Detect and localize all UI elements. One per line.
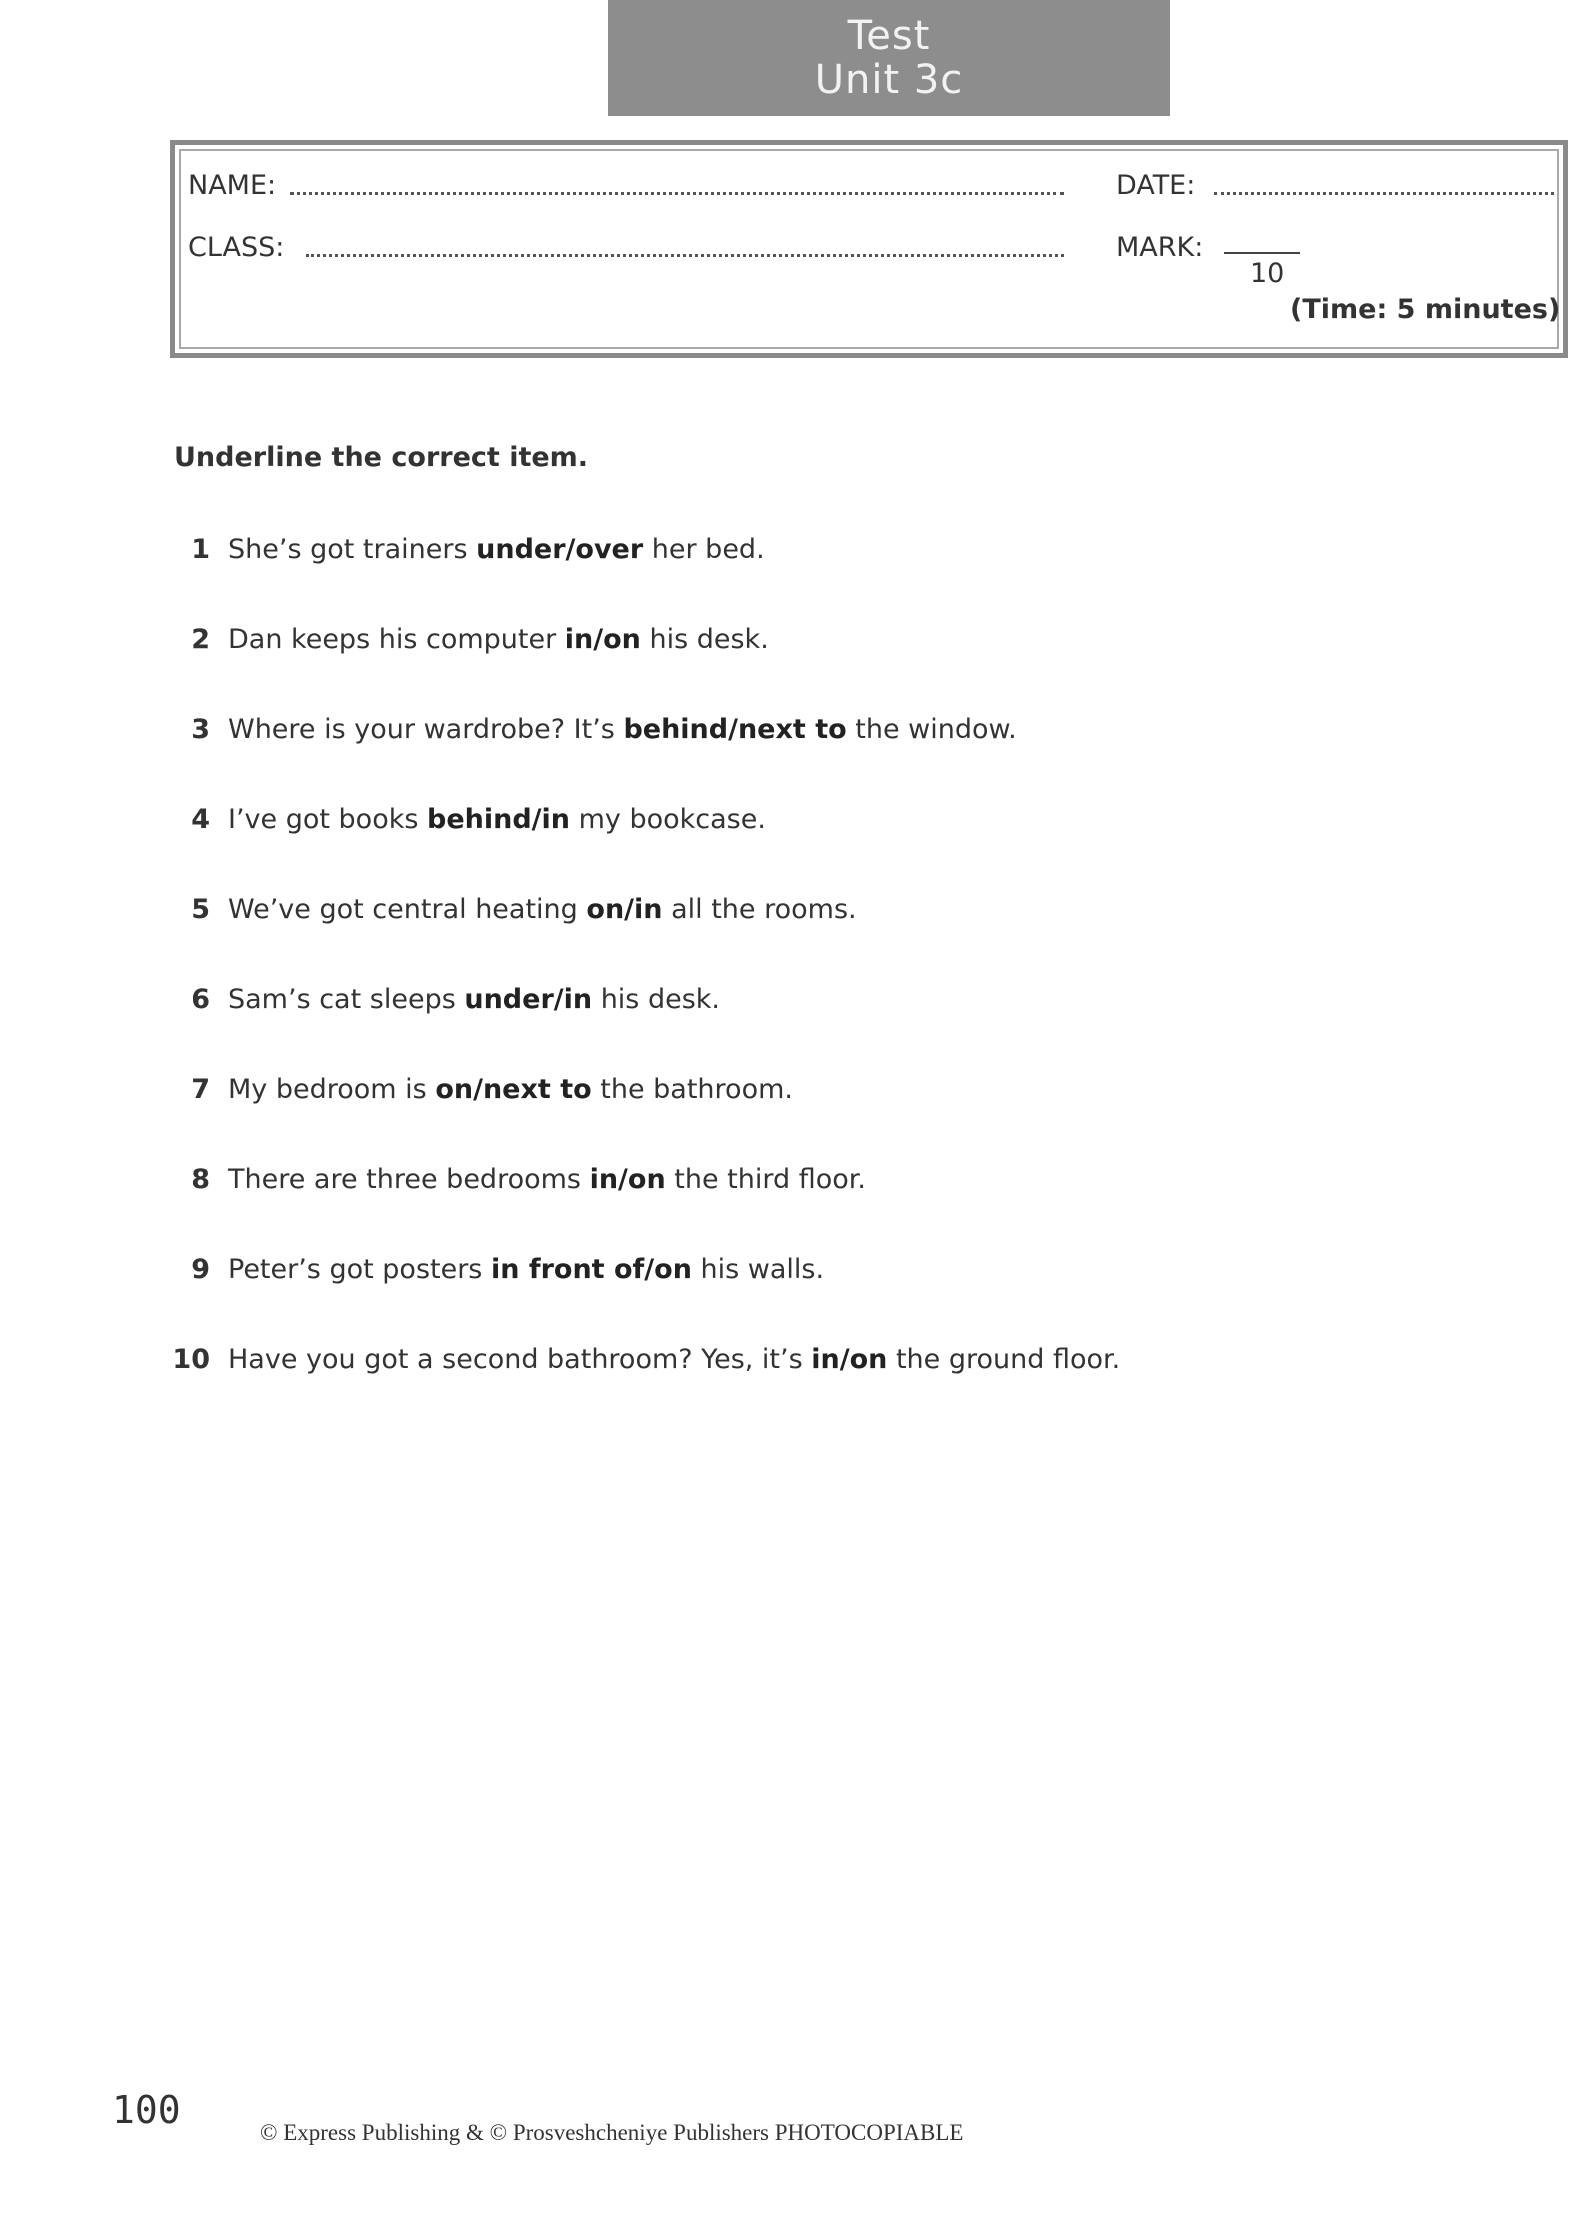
item-text-after: all the rooms. <box>662 894 857 925</box>
item-text-after: her bed. <box>643 534 765 565</box>
test-title-banner <box>608 0 1170 116</box>
item-text-after: the window. <box>846 714 1017 745</box>
item-choice[interactable]: behind/next to <box>623 714 847 745</box>
item-choice[interactable]: on/next to <box>435 1074 592 1105</box>
item-choice[interactable]: behind/in <box>427 804 571 835</box>
exercise-item <box>172 714 1017 745</box>
exercise-item <box>172 804 766 835</box>
item-text-after: his walls. <box>691 1254 825 1285</box>
item-number: 4 <box>191 804 210 835</box>
exercise-item <box>172 1074 793 1105</box>
item-number: 2 <box>191 624 210 655</box>
item-text-before: Have you got a second bathroom? Yes, it’s <box>228 1344 812 1375</box>
item-text-before: My bedroom is <box>228 1074 436 1105</box>
item-choice[interactable]: in/on <box>811 1344 888 1375</box>
item-number: 1 <box>191 534 210 565</box>
exercise-item <box>172 1164 866 1195</box>
date-field[interactable] <box>1214 192 1554 195</box>
item-number: 9 <box>191 1254 210 1285</box>
exercise-item <box>172 1254 824 1285</box>
item-text-after: his desk. <box>640 624 769 655</box>
item-text-before: She’s got trainers <box>228 534 477 565</box>
exercise-item <box>172 1344 1120 1375</box>
instruction: Underline the correct item. <box>174 442 589 473</box>
item-number: 6 <box>191 984 210 1015</box>
name-label: NAME: <box>188 170 277 201</box>
name-field[interactable] <box>290 192 1064 195</box>
date-label: DATE: <box>1116 170 1196 201</box>
item-text-before: Dan keeps his computer <box>228 624 565 655</box>
class-label: CLASS: <box>188 232 285 263</box>
item-choice[interactable]: in/on <box>589 1164 666 1195</box>
title-line-1: Test <box>847 13 931 59</box>
item-number: 5 <box>191 894 210 925</box>
item-number: 8 <box>191 1164 210 1195</box>
item-text-after: the ground floor. <box>887 1344 1121 1375</box>
copyright-footer: © Express Publishing & © Prosveshcheniye Publishers PHOTOCOPIABLE <box>260 2120 964 2145</box>
item-text-before: Where is your wardrobe? It’s <box>228 714 624 745</box>
item-choice[interactable]: under/in <box>464 984 593 1015</box>
item-text-after: the third floor. <box>665 1164 866 1195</box>
item-choice[interactable]: under/over <box>476 534 644 565</box>
student-info-box <box>170 140 1568 358</box>
item-text-after: the bathroom. <box>591 1074 793 1105</box>
item-text-after: his desk. <box>592 984 720 1015</box>
exercise-item <box>172 984 720 1015</box>
item-text-before: We’ve got central heating <box>228 894 587 925</box>
exercise-item <box>172 894 857 925</box>
item-number: 3 <box>191 714 210 745</box>
item-choice[interactable]: in front of/on <box>490 1254 692 1285</box>
mark-fraction-line <box>1224 252 1300 254</box>
item-choice[interactable]: on/in <box>586 894 663 925</box>
time-note: (Time: 5 minutes) <box>1290 294 1561 325</box>
title-line-2: Unit 3c <box>814 57 964 103</box>
page-number: 100 <box>112 2088 181 2132</box>
item-text-before: Sam’s cat sleeps <box>228 984 465 1015</box>
mark-denominator: 10 <box>1250 258 1285 289</box>
item-text-before: There are three bedrooms <box>228 1164 590 1195</box>
exercise-item <box>172 534 765 565</box>
item-number: 7 <box>191 1074 210 1105</box>
mark-label: MARK: <box>1116 232 1204 263</box>
item-text-before: Peter’s got posters <box>228 1254 491 1285</box>
item-number: 10 <box>172 1344 210 1375</box>
class-field[interactable] <box>306 254 1064 257</box>
item-text-before: I’ve got books <box>228 804 428 835</box>
item-text-after: my bookcase. <box>570 804 766 835</box>
exercise-item <box>172 624 769 655</box>
item-choice[interactable]: in/on <box>564 624 641 655</box>
